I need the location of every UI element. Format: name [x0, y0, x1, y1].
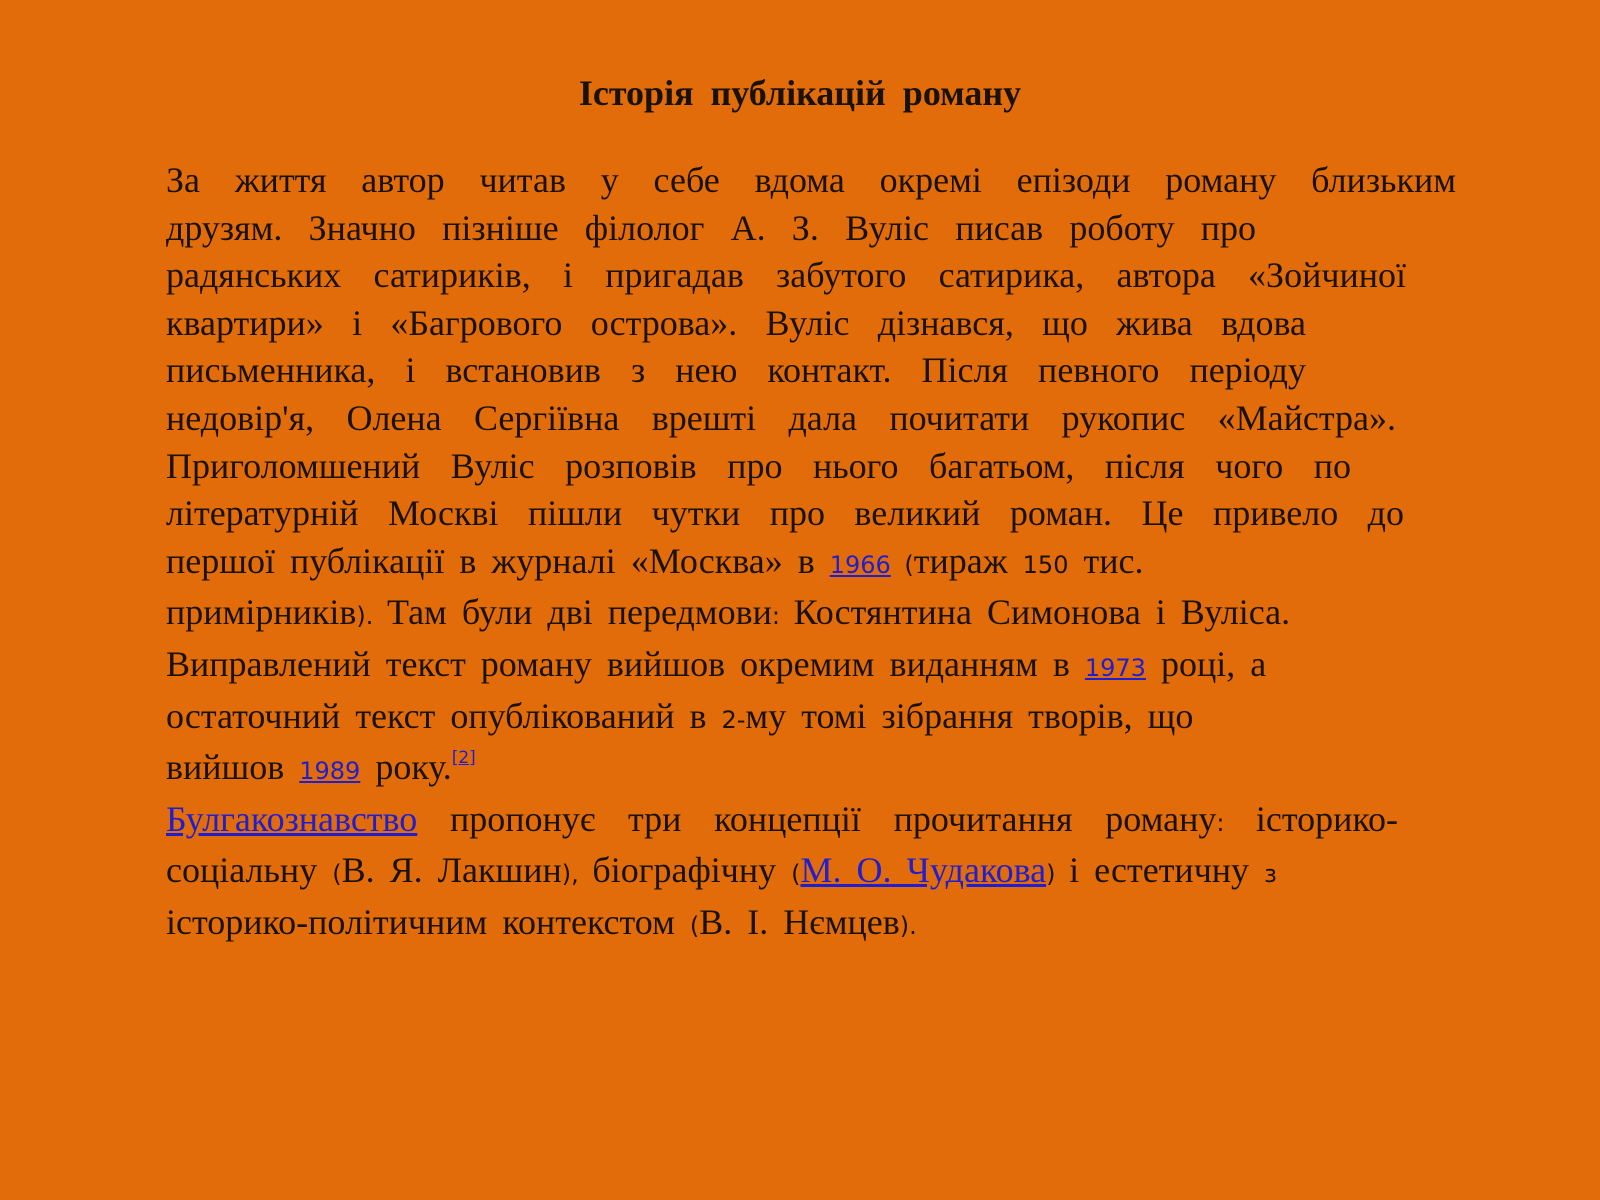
year-link-1966[interactable]: 1966	[829, 550, 891, 579]
text-line: літературній Москві пішли чутки про великий роман. Це привело до	[166, 493, 1404, 534]
chudakova-link[interactable]: М. О. Чудакова	[800, 850, 1047, 891]
text-line: примірників). Там були дві передмови: Костянтина Симонова і Вуліса.	[166, 592, 1291, 633]
text-line: За життя автор читав у себе вдома окремі епізоди роману близьким	[166, 160, 1456, 200]
text-line: остаточний текст опублікований в 2-му томі зібрання творів, що	[166, 695, 1194, 736]
year-link-1989[interactable]: 1989	[299, 757, 361, 786]
bulgakov-studies-link[interactable]: Булгакознавство	[166, 798, 418, 839]
footnote-link[interactable]: [2]	[451, 748, 476, 769]
text-line: історико-політичним контекстом (В. І. Нємцев).	[166, 901, 917, 942]
slide-title: Історія публікацій роману	[578, 73, 1022, 113]
text-line: Булгакознавство пропонує три концепції прочитання роману: історико-	[166, 798, 1398, 839]
text-line: друзям. Значно пізніше філолог А. З. Вуліс писав роботу про	[166, 207, 1256, 248]
year-link-1973[interactable]: 1973	[1084, 653, 1146, 682]
text-line: першої публікації в журналі «Москва» в 1966 (тираж 150 тис.	[166, 540, 1144, 581]
text-line: квартири» і «Багрового острова». Вуліс дізнався, що жива вдова	[166, 302, 1306, 343]
text-line: недовір'я, Олена Сергіївна врешті дала почитати рукопис «Майстра».	[166, 397, 1396, 438]
text-line: вийшов 1989 року.[2]	[166, 747, 476, 788]
slide-body	[166, 157, 1456, 951]
text-line: письменника, і встановив з нею контакт. Після певного періоду	[166, 350, 1306, 391]
text-line: Приголомшений Вуліс розповів про нього багатьом, після чого по	[166, 445, 1351, 486]
text-line: радянських сатириків, і пригадав забутого сатирика, автора «Зойчиної	[166, 255, 1406, 296]
text-line: соціальну (В. Я. Лакшин), біографічну (М. О. Чудакова) і естетичну з	[166, 850, 1277, 891]
text-line: Виправлений текст роману вийшов окремим виданням в 1973 році, а	[166, 643, 1267, 684]
